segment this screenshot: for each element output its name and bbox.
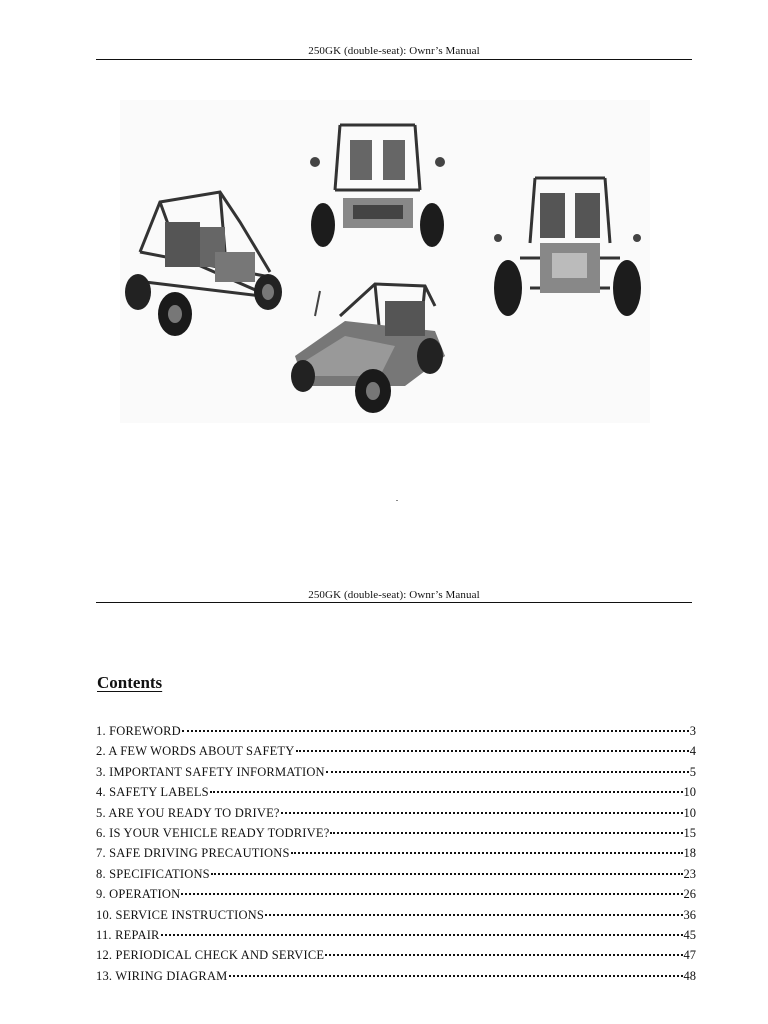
toc-entry[interactable] <box>96 887 696 907</box>
toc-entry-page: 26 <box>683 887 696 902</box>
toc-entry-page: 23 <box>683 866 696 881</box>
toc-entry-title: 13. WIRING DIAGRAM <box>96 968 228 983</box>
toc-entry-title: 6. IS YOUR VEHICLE READY TODRIVE? <box>96 825 330 840</box>
toc-dot-leader <box>210 783 683 793</box>
running-head-top: 250GK (double-seat): Ownr’s Manual <box>308 45 480 57</box>
toc-entry-title: 1. FOREWORD <box>96 724 181 738</box>
toc-dot-leader <box>326 763 689 773</box>
toc-entry[interactable] <box>96 846 696 866</box>
toc-entry-title: 12. PERIODICAL CHECK AND SERVICE <box>96 948 325 963</box>
toc-entry[interactable] <box>96 826 696 846</box>
toc-entry-page: 4 <box>689 744 696 759</box>
toc-entry[interactable] <box>96 908 696 928</box>
toc-dot-leader <box>281 804 683 814</box>
toc-dot-leader <box>296 742 689 752</box>
toc-dot-leader <box>330 824 682 834</box>
header-rule-top <box>96 59 692 60</box>
toc-entry-title: 9. OPERATION <box>96 887 181 902</box>
toc-dot-leader <box>325 946 682 956</box>
toc-entry-page: 18 <box>683 846 696 861</box>
kart-front-view <box>305 110 450 250</box>
toc-entry[interactable] <box>96 724 696 744</box>
toc-entry-title: 2. A FEW WORDS ABOUT SAFETY <box>96 744 295 759</box>
toc-dot-leader <box>211 865 683 875</box>
toc-entry-title: 5. ARE YOU READY TO DRIVE? <box>96 805 280 820</box>
toc-entry-page: 3 <box>689 724 696 738</box>
toc-entry-page: 10 <box>683 785 696 800</box>
toc-entry-page: 48 <box>683 968 696 983</box>
toc-entry-page: 47 <box>683 948 696 963</box>
toc-entry-title: 4. SAFETY LABELS <box>96 785 209 800</box>
toc-entry[interactable] <box>96 765 696 785</box>
toc-dot-leader <box>182 722 689 732</box>
toc-entry-title: 3. IMPORTANT SAFETY INFORMATION <box>96 764 325 779</box>
toc-entry[interactable] <box>96 948 696 968</box>
header-rule-second <box>96 602 692 603</box>
toc-entry[interactable] <box>96 785 696 805</box>
kart-front-angle-view <box>285 276 455 416</box>
toc-entry-title: 10. SERVICE INSTRUCTIONS <box>96 907 265 922</box>
toc-entry[interactable] <box>96 806 696 826</box>
go-kart-photo-collage <box>120 100 650 423</box>
kart-three-quarter-view <box>120 182 290 337</box>
toc-entry[interactable] <box>96 867 696 887</box>
toc-entry-page: 36 <box>683 907 696 922</box>
contents-heading: Contents <box>97 673 163 692</box>
toc-entry-page: 5 <box>689 764 696 779</box>
table-of-contents <box>96 724 696 989</box>
toc-entry-title: 7. SAFE DRIVING PRECAUTIONS <box>96 846 290 861</box>
toc-entry-page: 10 <box>683 805 696 820</box>
toc-dot-leader <box>291 844 683 854</box>
toc-dot-leader <box>229 967 683 977</box>
scan-speck <box>396 500 398 501</box>
toc-dot-leader <box>265 906 682 916</box>
running-head-second: 250GK (double-seat): Ownr’s Manual <box>308 589 480 601</box>
toc-entry-page: 15 <box>683 825 696 840</box>
toc-dot-leader <box>181 885 682 895</box>
kart-rear-view <box>490 168 645 323</box>
toc-entry[interactable] <box>96 969 696 989</box>
toc-entry-title: 11. REPAIR <box>96 927 160 942</box>
toc-entry-title: 8. SPECIFICATIONS <box>96 866 210 881</box>
toc-dot-leader <box>161 926 683 936</box>
toc-entry[interactable] <box>96 744 696 764</box>
toc-entry[interactable] <box>96 928 696 948</box>
toc-entry-page: 45 <box>683 927 696 942</box>
